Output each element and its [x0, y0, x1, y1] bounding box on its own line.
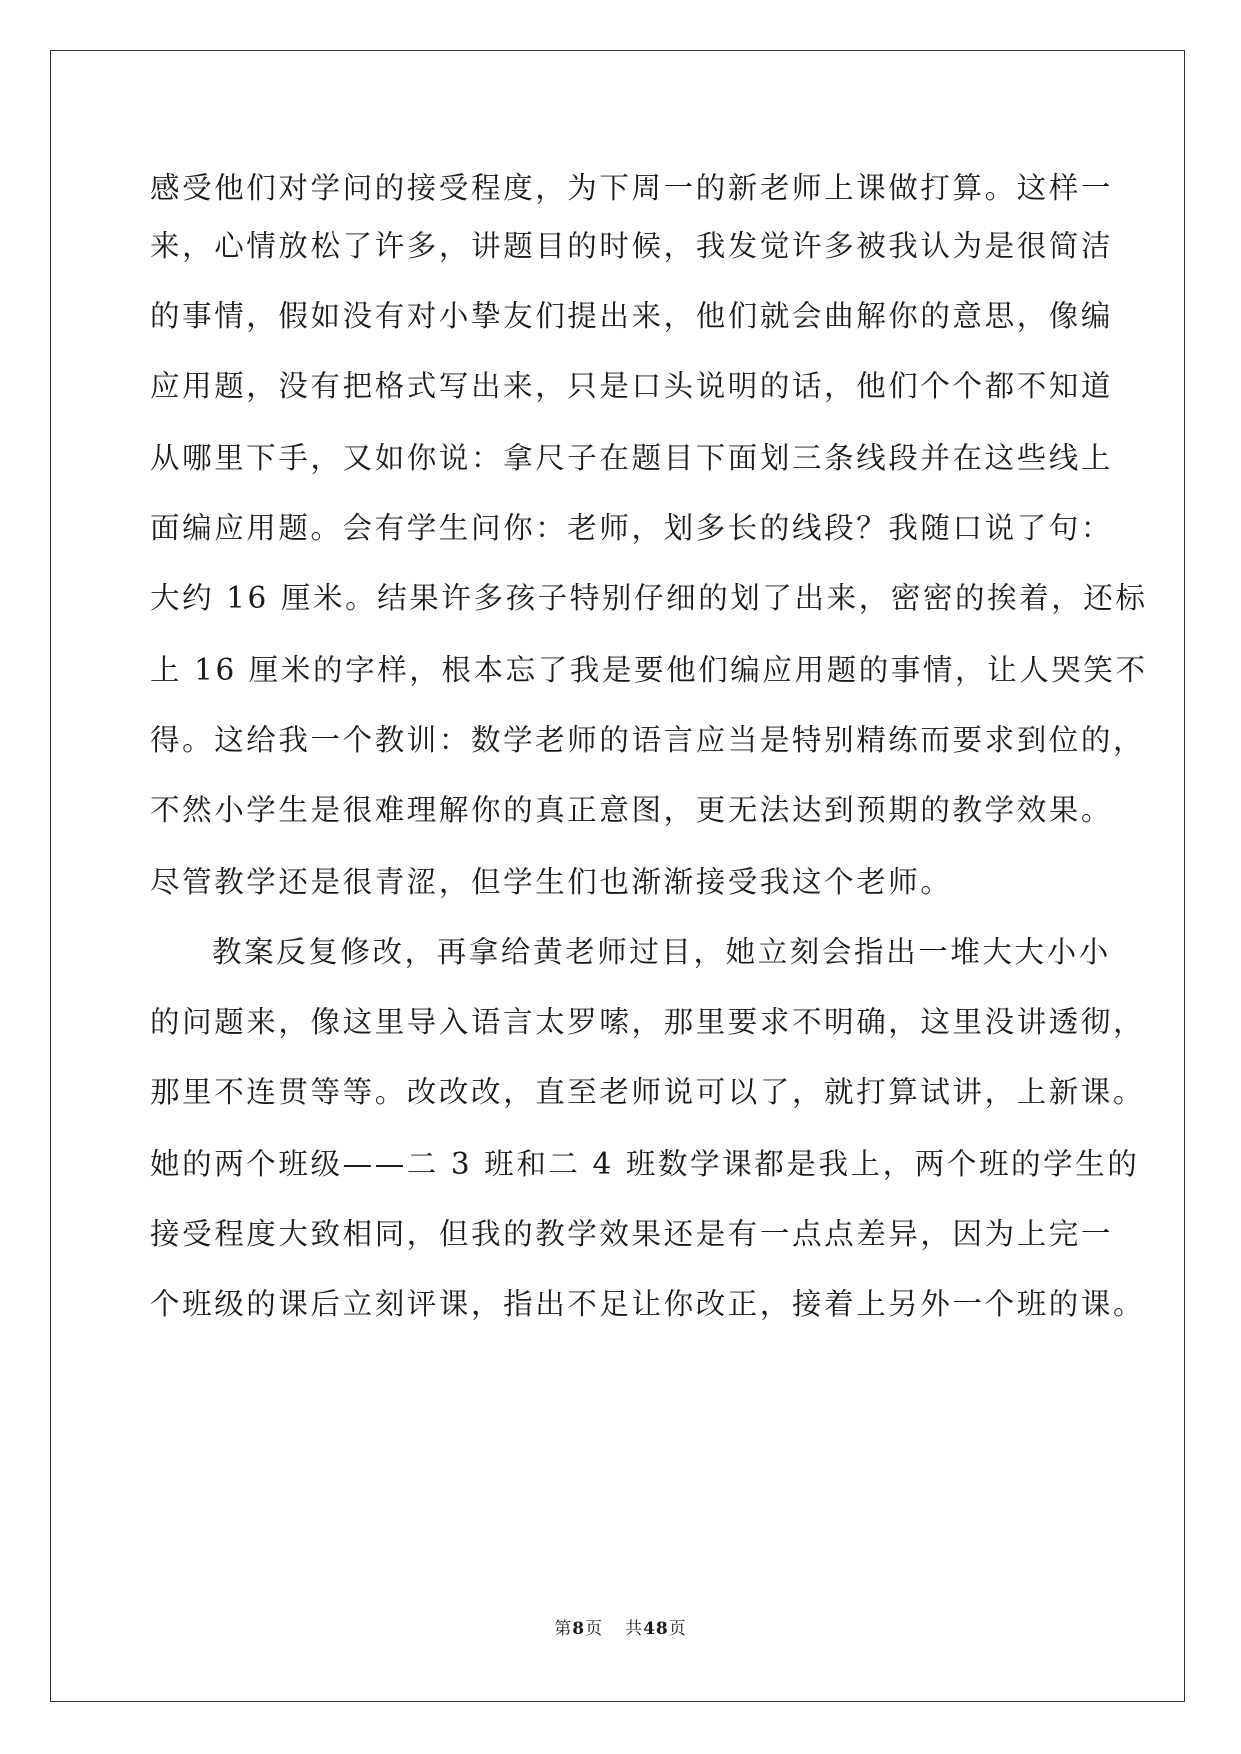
text-line-8: 上 16 厘米的字样，根本忘了我是要他们编应用题的事情，让人哭笑不	[150, 653, 1148, 687]
page-footer	[0, 1618, 1241, 1640]
text-line-9: 得。这给我一个教训：数学老师的语言应当是特别精练而要求到位的，	[150, 723, 1146, 757]
page-number: 8	[572, 1619, 586, 1639]
text-line-17: 个班级的课后立刻评课，指出不足让你改正，接着上另外一个班的课。	[150, 1287, 1146, 1321]
total-pages: 48	[643, 1619, 669, 1639]
text-line-11: 尽管教学还是很青涩，但学生们也渐渐接受我这个老师。	[150, 865, 953, 899]
page-label-suffix: 页	[585, 1619, 604, 1639]
text-line-2: 来，心情放松了许多，讲题目的时候，我发觉许多被我认为是很简洁	[150, 229, 1114, 263]
text-line-15: 她的两个班级——二 3 班和二 4 班数学课都是我上，两个班的学生的	[150, 1147, 1140, 1181]
page-label-prefix: 第	[554, 1619, 573, 1639]
text-line-3: 的事情，假如没有对小挚友们提出来，他们就会曲解你的意思，像编	[150, 299, 1114, 333]
text-line-4: 应用题，没有把格式写出来，只是口头说明的话，他们个个都不知道	[150, 369, 1114, 403]
total-label-prefix: 共	[625, 1619, 644, 1639]
text-line-7: 大约 16 厘米。结果许多孩子特别仔细的划了出来，密密的挨着，还标	[150, 581, 1148, 615]
text-line-16: 接受程度大致相同，但我的教学效果还是有一点点差异，因为上完一	[150, 1217, 1114, 1251]
text-line-1: 感受他们对学问的接受程度，为下周一的新老师上课做打算。这样一	[150, 171, 1114, 205]
text-line-5: 从哪里下手，又如你说：拿尺子在题目下面划三条线段并在这些线上	[150, 441, 1114, 475]
text-line-10: 不然小学生是很难理解你的真正意图，更无法达到预期的教学效果。	[150, 793, 1114, 827]
text-line-6: 面编应用题。会有学生问你：老师，划多长的线段？我随口说了句：	[150, 511, 1114, 545]
text-line-13: 的问题来，像这里导入语言太罗嗦，那里要求不明确，这里没讲透彻，	[150, 1005, 1146, 1039]
total-label-suffix: 页	[668, 1619, 687, 1639]
text-line-12-paragraph-start: 教案反复修改，再拿给黄老师过目，她立刻会指出一堆大大小小	[212, 935, 1111, 969]
text-line-14: 那里不连贯等等。改改改，直至老师说可以了，就打算试讲，上新课。	[150, 1075, 1146, 1109]
